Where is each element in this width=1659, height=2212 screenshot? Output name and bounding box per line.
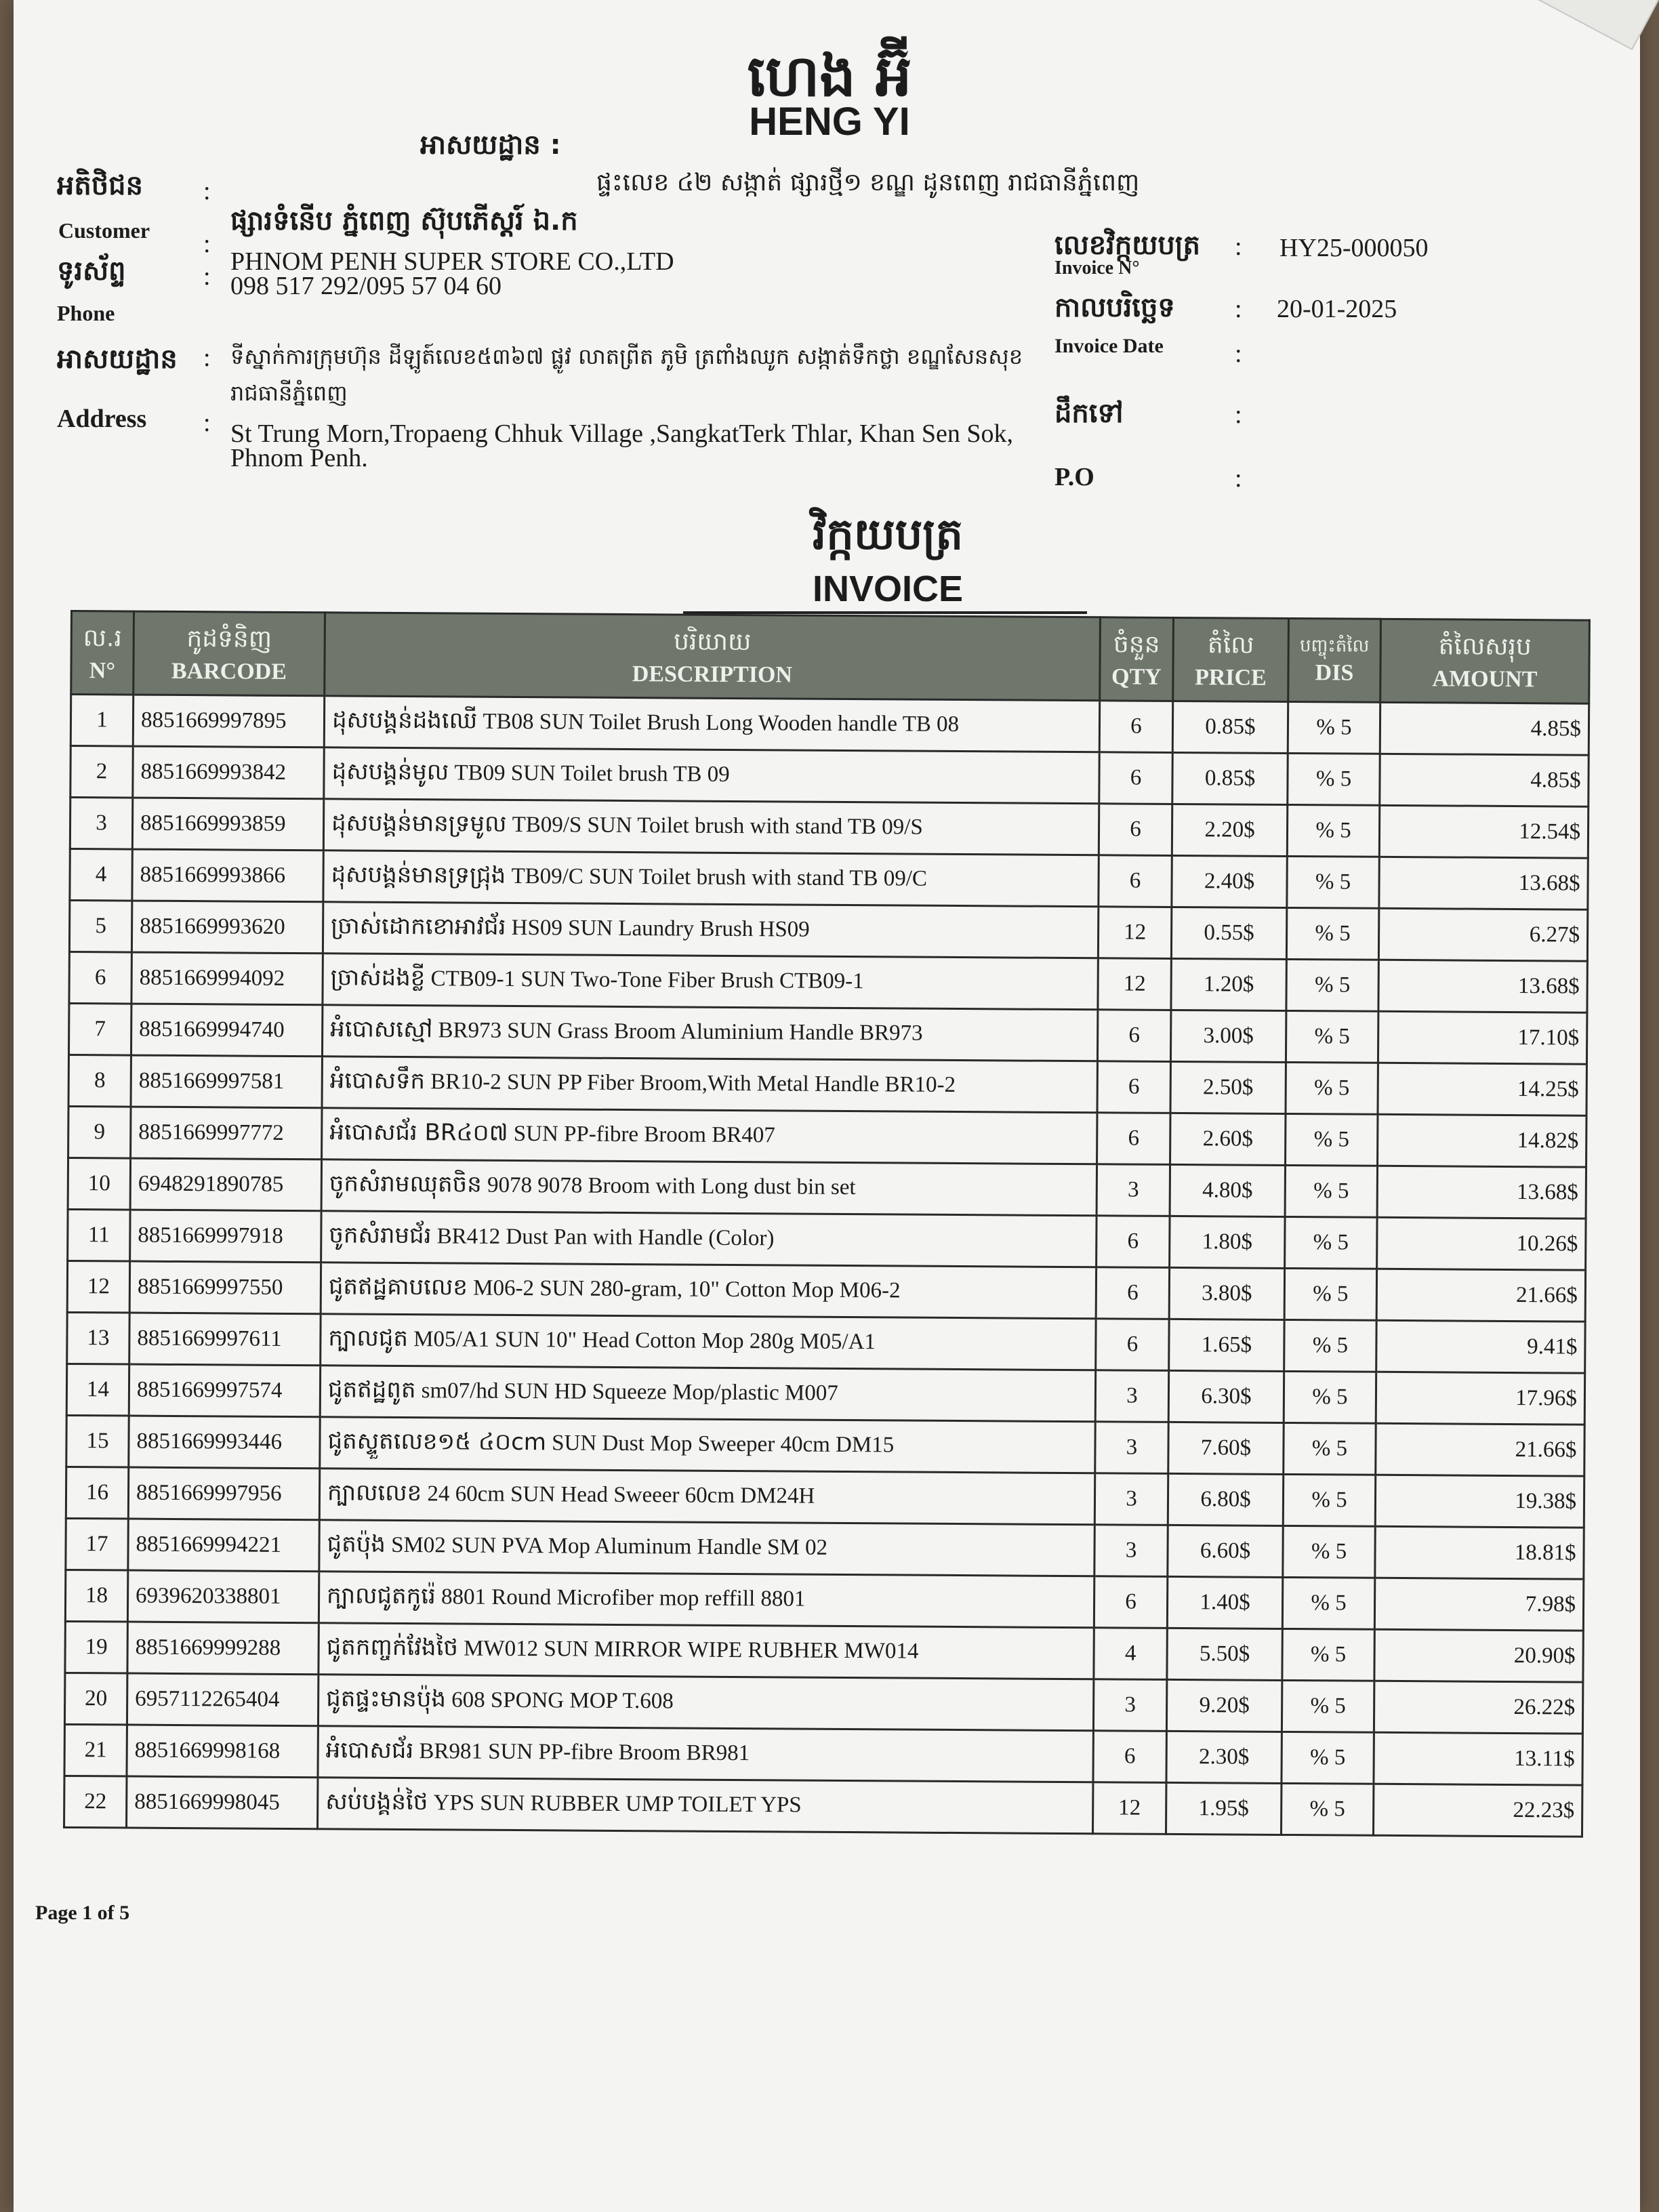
row-amount: 17.96$ [1376, 1372, 1584, 1425]
row-discount: % 5 [1286, 1010, 1378, 1063]
table-row [68, 1209, 1586, 1270]
row-description [322, 1108, 1097, 1164]
table-row [69, 951, 1587, 1012]
table-row [64, 1673, 1582, 1734]
row-barcode: 8851669993842 [133, 746, 324, 799]
row-amount: 22.23$ [1373, 1784, 1582, 1837]
row-price: 6.60$ [1168, 1525, 1283, 1577]
row-price: 9.20$ [1166, 1679, 1282, 1732]
row-number: 3 [70, 798, 132, 850]
customer-label-km: អតិថិជន [57, 170, 143, 201]
row-discount: % 5 [1282, 1732, 1374, 1784]
row-price: 3.00$ [1170, 1010, 1286, 1062]
row-description [322, 1005, 1097, 1061]
delivery-label-km: ដឹកទៅ [1054, 398, 1124, 429]
row-qty: 4 [1094, 1628, 1167, 1680]
row-number: 4 [70, 849, 132, 901]
row-description-km: ដុសបង្គន់មានទ្រមូល [331, 808, 507, 838]
row-amount: 14.82$ [1378, 1114, 1586, 1167]
row-amount: 26.22$ [1374, 1681, 1582, 1734]
table-row [69, 901, 1587, 962]
header-price: តំលៃ PRICE [1173, 617, 1289, 701]
row-barcode: 8851669997772 [131, 1107, 322, 1160]
row-amount: 14.25$ [1378, 1063, 1586, 1115]
table-row [66, 1467, 1584, 1528]
row-barcode: 6957112265404 [127, 1673, 318, 1726]
po-label: P.O [1054, 463, 1094, 491]
row-discount: % 5 [1281, 1783, 1373, 1835]
row-qty: 6 [1094, 1576, 1167, 1629]
colon: : [203, 177, 211, 205]
invoice-number-label-km: លេខវិក្កយបត្រ [1054, 230, 1201, 261]
table-row [68, 1003, 1586, 1064]
row-description-km: ជូតឥដ្ឋគាបលេខ [328, 1272, 468, 1301]
row-barcode: 8851669997895 [133, 695, 324, 747]
row-amount: 7.98$ [1374, 1578, 1583, 1631]
colon: : [1235, 340, 1242, 368]
row-amount: 12.54$ [1379, 805, 1588, 858]
row-description-km: ជូតប៉ុង [327, 1530, 386, 1558]
row-description-km: ជូតកញ្ចក់វែងថៃ [326, 1633, 459, 1662]
row-description-en: SUN Dust Mop Sweeper 40cm DM15 [552, 1430, 895, 1457]
row-qty: 6 [1097, 1010, 1170, 1062]
row-number: 13 [67, 1312, 129, 1364]
row-amount: 21.66$ [1376, 1269, 1585, 1322]
row-number: 17 [66, 1518, 128, 1570]
table-row [66, 1415, 1584, 1476]
row-price: 1.20$ [1171, 958, 1286, 1010]
row-description-km: ដុសបង្គន់ដងឈើ [331, 705, 478, 735]
row-description [323, 851, 1099, 907]
table-row [65, 1570, 1583, 1631]
row-barcode: 8851669997918 [130, 1210, 321, 1263]
customer-name-km: ផ្សារទំនើប ភ្នំពេញ ស៊ុបភើស្តរ៍ ឯ.ក [230, 205, 578, 237]
row-description [321, 1263, 1096, 1319]
row-price: 3.80$ [1169, 1267, 1284, 1319]
row-price: 0.85$ [1172, 701, 1288, 753]
row-amount: 13.68$ [1378, 960, 1587, 1012]
row-number: 19 [65, 1621, 127, 1673]
header-qty: ចំនួន QTY [1100, 617, 1174, 701]
company-name-en: HENG YI [749, 100, 910, 144]
customer-name-en: PHNOM PENH SUPER STORE CO.,LTD [230, 247, 674, 276]
row-description [319, 1520, 1094, 1576]
invoice-title-km: វិក្កយបត្រ [812, 510, 964, 560]
row-barcode: 8851669997611 [129, 1313, 321, 1366]
row-description-km: ចូកសំរាមជ័រ [329, 1221, 432, 1249]
row-description-km: ដុសបង្គន់មូល [331, 757, 449, 785]
customer-address-en-1: St Trung Morn,Tropaeng Chhuk Village ,SangkatTerk Thlar, Khan Sen Sok, [230, 419, 1013, 448]
invoice-date: 20-01-2025 [1277, 295, 1397, 323]
row-description-en: 8801 Round Microfiber mop reffill 8801 [441, 1584, 806, 1612]
page-indicator: Page 1 of 5 [35, 1902, 130, 1924]
address-label-en: Address [57, 405, 147, 433]
row-description-km: សប់បង្គន់ថៃ [325, 1787, 428, 1816]
row-amount: 6.27$ [1378, 908, 1587, 961]
row-discount: % 5 [1284, 1319, 1376, 1372]
colon: : [203, 230, 211, 258]
row-discount: % 5 [1284, 1422, 1376, 1475]
row-description [318, 1675, 1093, 1731]
row-amount: 4.85$ [1380, 754, 1589, 806]
row-description [320, 1366, 1095, 1422]
row-price: 1.80$ [1170, 1216, 1285, 1268]
row-description [321, 1160, 1097, 1216]
row-discount: % 5 [1282, 1629, 1374, 1681]
row-qty: 6 [1099, 855, 1172, 907]
row-description [323, 799, 1099, 855]
row-number: 2 [70, 746, 133, 798]
row-description-km: ក្បាលជូត [328, 1324, 409, 1352]
row-number: 11 [68, 1209, 130, 1261]
row-qty: 3 [1097, 1164, 1170, 1216]
row-discount: % 5 [1285, 1165, 1377, 1217]
row-number: 12 [67, 1261, 129, 1313]
row-description-en: 24 60cm SUN Head Sweeer 60cm DM24H [427, 1481, 815, 1509]
phone-label-en: Phone [57, 301, 115, 325]
company-name-km: ហេង អ៊ី [747, 43, 912, 109]
row-barcode: 8851669997574 [129, 1364, 320, 1417]
row-barcode: 8851669993859 [132, 798, 323, 851]
row-price: 2.20$ [1172, 804, 1287, 856]
row-discount: % 5 [1288, 701, 1380, 754]
row-price: 5.50$ [1167, 1628, 1282, 1680]
table-row [67, 1312, 1585, 1373]
row-qty: 3 [1093, 1679, 1166, 1732]
row-description-en: MW012 SUN MIRROR WIPE RUBHER MW014 [464, 1636, 919, 1664]
row-amount: 19.38$ [1375, 1475, 1584, 1528]
row-description [319, 1623, 1094, 1679]
row-barcode: 8851669993620 [131, 901, 323, 954]
row-number: 8 [68, 1054, 131, 1107]
row-qty: 3 [1095, 1370, 1168, 1422]
row-discount: % 5 [1287, 856, 1379, 908]
row-description-en: SUN PP-fibre Broom BR407 [513, 1121, 775, 1147]
row-discount: % 5 [1286, 959, 1378, 1011]
row-discount: % 5 [1284, 1371, 1376, 1423]
invoice-number-label-en: Invoice N° [1054, 258, 1140, 279]
row-discount: % 5 [1285, 1216, 1377, 1269]
row-description-km: ជូតផ្ទះមានប៉ុង [326, 1684, 447, 1713]
row-description [319, 1572, 1094, 1628]
row-description [321, 1211, 1097, 1267]
row-discount: % 5 [1288, 753, 1380, 805]
header-amount: តំលៃសរុប AMOUNT [1380, 619, 1590, 703]
row-qty: 3 [1095, 1422, 1168, 1474]
table-row [68, 1106, 1586, 1167]
row-barcode: 8851669999288 [127, 1622, 319, 1675]
row-discount: % 5 [1286, 1062, 1378, 1114]
row-price: 4.80$ [1170, 1164, 1285, 1216]
row-price: 6.80$ [1168, 1473, 1283, 1525]
row-qty: 6 [1093, 1731, 1166, 1783]
row-description-en: CTB09-1 SUN Two-Tone Fiber Brush CTB09-1 [430, 966, 864, 994]
company-address: ផ្ទះលេខ ៤២ សង្កាត់ ផ្សារថ្មី១ ខណ្ឌ ដូនពេញ រាជធានីភ្នំពេញ [596, 169, 1140, 197]
row-discount: % 5 [1286, 907, 1378, 960]
row-description [321, 1314, 1096, 1370]
table-row [64, 1724, 1582, 1785]
row-discount: % 5 [1283, 1525, 1375, 1578]
row-amount: 20.90$ [1374, 1629, 1583, 1682]
customer-address-km-1: ទីស្នាក់ការក្រុមហ៊ុន ដីឡូត៍លេខ៥៣៦៧ ផ្លូវ លាតព្រីត ភូមិ ត្រពាំងឈូក សង្កាត់ទឹកថ្លា ខណ្ឌសែនសុខ [230, 344, 1023, 369]
row-price: 0.55$ [1171, 907, 1286, 959]
row-description-km: ដុសបង្គន់មានទ្រជ្រុង [331, 860, 506, 889]
row-description-en: 608 SPONG MOP T.608 [451, 1687, 674, 1713]
row-description [324, 696, 1099, 752]
company-address-label: អាសយដ្ឋាន : [420, 129, 561, 161]
invoice-date-label-km: កាលបរិច្ឆេទ [1054, 292, 1175, 323]
row-price: 2.60$ [1170, 1113, 1286, 1165]
row-discount: % 5 [1282, 1577, 1374, 1629]
row-description-en: TB09/S SUN Toilet brush with stand TB 09/S [512, 812, 923, 840]
row-price: 1.95$ [1166, 1782, 1281, 1835]
row-price: 6.30$ [1168, 1370, 1284, 1422]
colon: : [203, 262, 211, 291]
row-description-en: M05/A1 SUN 10" Head Cotton Mop 280g M05/A1 [413, 1326, 876, 1354]
table-row [70, 695, 1589, 756]
row-amount: 9.41$ [1376, 1320, 1585, 1373]
row-qty: 12 [1098, 958, 1171, 1010]
row-description-km: អំបោសទឹក [329, 1066, 426, 1094]
header-barcode: កូដទំនិញ BARCODE [134, 611, 325, 696]
row-price: 1.65$ [1169, 1319, 1284, 1371]
row-amount: 13.11$ [1374, 1732, 1582, 1785]
row-qty: 6 [1097, 1216, 1170, 1268]
table-row [70, 746, 1589, 807]
row-description [320, 1417, 1095, 1473]
customer-address-km-2: រាជធានីភ្នំពេញ [230, 380, 348, 406]
row-description-en: TB09/C SUN Toilet brush with stand TB 09/C [511, 863, 928, 891]
colon: : [1235, 232, 1242, 261]
header-no: ល.រ N° [71, 611, 134, 695]
row-discount: % 5 [1282, 1680, 1374, 1732]
row-barcode: 8851669993446 [129, 1416, 320, 1469]
colon: : [203, 344, 211, 372]
invoice-number: HY25-000050 [1279, 234, 1429, 262]
table-row [65, 1621, 1583, 1682]
colon: : [1235, 401, 1242, 429]
row-description-km: ក្បាលជូតកូរ៉េ [327, 1581, 436, 1610]
invoice-title-en: INVOICE [812, 569, 964, 609]
row-description [324, 747, 1099, 804]
row-qty: 12 [1092, 1782, 1166, 1835]
row-discount: % 5 [1287, 804, 1379, 857]
row-price: 2.50$ [1170, 1061, 1286, 1113]
table-row [70, 849, 1588, 910]
row-amount: 13.68$ [1377, 1166, 1586, 1218]
header-description: បរិយាយ DESCRIPTION [325, 613, 1101, 701]
row-qty: 6 [1099, 752, 1172, 804]
row-barcode: 8851669994740 [131, 1004, 322, 1057]
row-discount: % 5 [1286, 1113, 1378, 1166]
table-row [68, 1054, 1586, 1115]
row-description [323, 902, 1098, 958]
row-number: 6 [69, 951, 131, 1004]
row-amount: 21.66$ [1376, 1423, 1584, 1476]
row-description-en: BR973 SUN Grass Broom Aluminium Handle BR973 [438, 1017, 923, 1046]
row-price: 2.40$ [1172, 855, 1287, 907]
row-description-km: អំបោសស្មៅ [330, 1015, 433, 1043]
row-description [318, 1726, 1093, 1782]
row-description-en: TB09 SUN Toilet brush TB 09 [454, 760, 730, 787]
table-row [66, 1518, 1584, 1579]
row-number: 1 [70, 695, 133, 747]
row-description-en: BR981 SUN PP-fibre Broom BR981 [419, 1738, 750, 1765]
invoice-items-table [63, 610, 1591, 1838]
row-qty: 6 [1099, 804, 1172, 856]
row-number: 14 [66, 1364, 129, 1416]
table-row [67, 1261, 1585, 1322]
row-description-km: ជូតឥដ្ឋពូត [327, 1375, 416, 1404]
phone-label-km: ទូរស័ព្ទ [57, 255, 126, 287]
row-number: 5 [69, 901, 131, 953]
row-qty: 6 [1096, 1267, 1169, 1319]
row-number: 9 [68, 1106, 131, 1158]
row-price: 7.60$ [1168, 1422, 1284, 1474]
row-description-en: TB08 SUN Toilet Brush Long Wooden handle TB 08 [483, 709, 960, 737]
row-number: 22 [64, 1776, 127, 1828]
row-description-en: sm07/hd SUN HD Squeeze Mop/plastic M007 [421, 1378, 838, 1406]
row-barcode: 6939620338801 [127, 1570, 319, 1623]
row-qty: 6 [1097, 1061, 1170, 1113]
row-barcode: 8851669998168 [127, 1725, 318, 1778]
row-qty: 6 [1097, 1113, 1170, 1165]
row-description-en: HS09 SUN Laundry Brush HS09 [511, 915, 810, 942]
row-discount: % 5 [1284, 1268, 1376, 1320]
customer-phone: 098 517 292/095 57 04 60 [230, 272, 502, 300]
table-row [68, 1158, 1586, 1218]
row-description-en: SM02 SUN PVA Mop Aluminum Handle SM 02 [391, 1532, 828, 1560]
row-qty: 3 [1094, 1525, 1168, 1577]
row-description [323, 954, 1098, 1010]
row-amount: 13.68$ [1379, 857, 1588, 909]
row-barcode: 8851669994221 [128, 1519, 319, 1572]
row-number: 15 [66, 1415, 129, 1467]
row-qty: 3 [1094, 1473, 1168, 1525]
row-description-en: 9078 9078 Broom with Long dust bin set [487, 1172, 856, 1200]
row-barcode: 8851669993866 [132, 849, 323, 902]
table-row [70, 798, 1588, 859]
invoice-date-label-en: Invoice Date [1054, 335, 1164, 357]
table-row [64, 1776, 1582, 1837]
table-header-row [71, 611, 1590, 704]
row-number: 18 [65, 1570, 127, 1622]
row-barcode: 8851669997550 [129, 1261, 321, 1314]
row-description [318, 1778, 1093, 1834]
row-description-en: M06-2 SUN 280-gram, 10" Cotton Mop M06-2 [473, 1275, 901, 1303]
row-number: 21 [64, 1724, 127, 1776]
row-amount: 10.26$ [1377, 1217, 1586, 1270]
customer-label-en: Customer [58, 218, 150, 243]
colon: : [1235, 295, 1242, 323]
row-barcode: 8851669994092 [131, 952, 323, 1005]
address-label-km: អាសយដ្ឋាន [57, 344, 178, 375]
row-amount: 17.10$ [1378, 1011, 1586, 1064]
row-qty: 12 [1098, 907, 1171, 959]
row-number: 20 [64, 1673, 127, 1725]
row-description-en: BR412 Dust Pan with Handle (Color) [436, 1223, 775, 1250]
row-price: 1.40$ [1167, 1576, 1282, 1629]
row-description-km: ច្រាស់ដោកខោអាវជ័រ [331, 912, 506, 941]
row-qty: 6 [1096, 1319, 1169, 1371]
colon: : [1235, 464, 1242, 493]
row-description-km: អំបោសជ័រ BR៤០៧ [329, 1118, 508, 1147]
row-amount: 4.85$ [1380, 702, 1589, 755]
row-barcode: 8851669997956 [128, 1467, 319, 1520]
row-barcode: 8851669997581 [131, 1055, 322, 1108]
row-price: 2.30$ [1166, 1731, 1282, 1783]
header-dis: បញ្ចុះតំលៃ DIS [1288, 618, 1381, 702]
row-description-en: YPS SUN RUBBER UMP TOILET YPS [433, 1790, 802, 1818]
row-number: 16 [66, 1467, 128, 1519]
row-description-km: ជូតស្ទួតលេខ១៥ ៤០cm [327, 1427, 547, 1456]
row-description-km: ច្រាស់ដងខ្លី [330, 963, 426, 991]
row-barcode: 6948291890785 [130, 1158, 321, 1211]
row-discount: % 5 [1283, 1474, 1375, 1526]
table-row [66, 1364, 1584, 1425]
row-description-km: ចូកសំរាមឈុតចិន [329, 1169, 482, 1198]
row-description-km: ក្បាលលេខ [327, 1478, 422, 1507]
row-description-km: អំបោសជ័រ [325, 1736, 414, 1764]
colon: : [203, 409, 211, 437]
row-number: 7 [68, 1003, 131, 1055]
row-description-en: BR10-2 SUN PP Fiber Broom,With Metal Handle BR10-2 [430, 1069, 956, 1097]
row-description [319, 1469, 1094, 1525]
row-amount: 18.81$ [1375, 1526, 1584, 1579]
row-number: 10 [68, 1158, 130, 1210]
row-qty: 6 [1099, 701, 1172, 753]
customer-address-en-2: Phnom Penh. [230, 444, 368, 472]
row-price: 0.85$ [1172, 752, 1288, 804]
row-description [322, 1057, 1097, 1113]
row-barcode: 8851669998045 [127, 1776, 318, 1829]
